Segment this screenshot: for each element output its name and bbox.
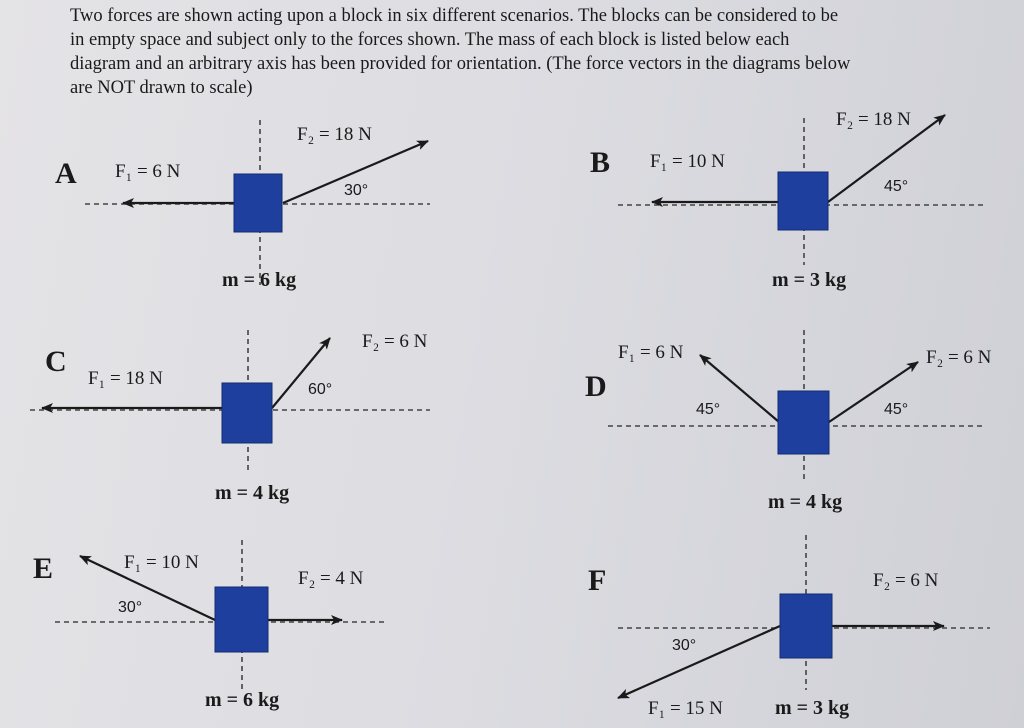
intro-line-2: in empty space and subject only to the forces shown. The mass of each block is listed below each	[70, 30, 790, 50]
mass-label: m = 6 kg	[205, 689, 280, 711]
scenario-c	[30, 330, 430, 504]
block	[780, 594, 832, 658]
scenario-e	[33, 540, 385, 711]
angle-label: 45°	[884, 178, 909, 195]
intro-line-4: are NOT drawn to scale)	[70, 78, 253, 98]
scenario-a	[55, 120, 430, 291]
mass-label: m = 6 kg	[222, 269, 297, 291]
scenario-d	[585, 330, 992, 513]
intro-line-1: Two forces are shown acting upon a block in six different scenarios. The blocks can be considered to be	[70, 6, 839, 26]
scenario-letter: F	[588, 564, 607, 597]
block	[778, 172, 828, 230]
angle-label: 30°	[672, 637, 697, 654]
force-2-label: F₂ = 6 N	[873, 570, 939, 591]
force-2-label: F₂ = 18 N	[297, 124, 372, 145]
block	[778, 391, 829, 454]
block	[222, 383, 272, 443]
force-2-label: F₂ = 4 N	[298, 568, 364, 589]
angle-label: 30°	[344, 182, 369, 199]
force-1-label: F₁ = 10 N	[124, 552, 199, 573]
mass-label: m = 3 kg	[775, 697, 850, 719]
force-2-label: F₂ = 6 N	[926, 347, 992, 368]
force-1-label: F₁ = 6 N	[618, 342, 684, 363]
scenario-letter: E	[33, 552, 54, 585]
force-1-label: F₁ = 6 N	[115, 161, 181, 182]
angle-2-label: 45°	[884, 401, 909, 418]
angle-label: 60°	[308, 381, 333, 398]
scenario-b	[590, 109, 985, 291]
force-1-label: F₁ = 15 N	[648, 698, 723, 719]
scenario-letter: C	[45, 345, 67, 378]
scenario-letter: A	[55, 157, 77, 190]
block	[215, 587, 268, 652]
scenario-f	[588, 535, 990, 719]
mass-label: m = 3 kg	[772, 269, 847, 291]
force-2-label: F₂ = 6 N	[362, 331, 428, 352]
force-1-arrow	[618, 626, 780, 698]
angle-1-label: 45°	[696, 401, 721, 418]
force-2-label: F₂ = 18 N	[836, 109, 911, 130]
force-1-label: F₁ = 18 N	[88, 368, 163, 389]
scenario-letter: D	[585, 370, 607, 403]
mass-label: m = 4 kg	[768, 491, 843, 513]
scenario-letter: B	[590, 146, 611, 179]
block	[234, 174, 282, 232]
angle-label: 30°	[118, 599, 143, 616]
force-1-label: F₁ = 10 N	[650, 151, 725, 172]
intro-line-3: diagram and an arbitrary axis has been provided for orientation. (The force vectors in the diagrams below	[70, 54, 851, 74]
mass-label: m = 4 kg	[215, 482, 290, 504]
